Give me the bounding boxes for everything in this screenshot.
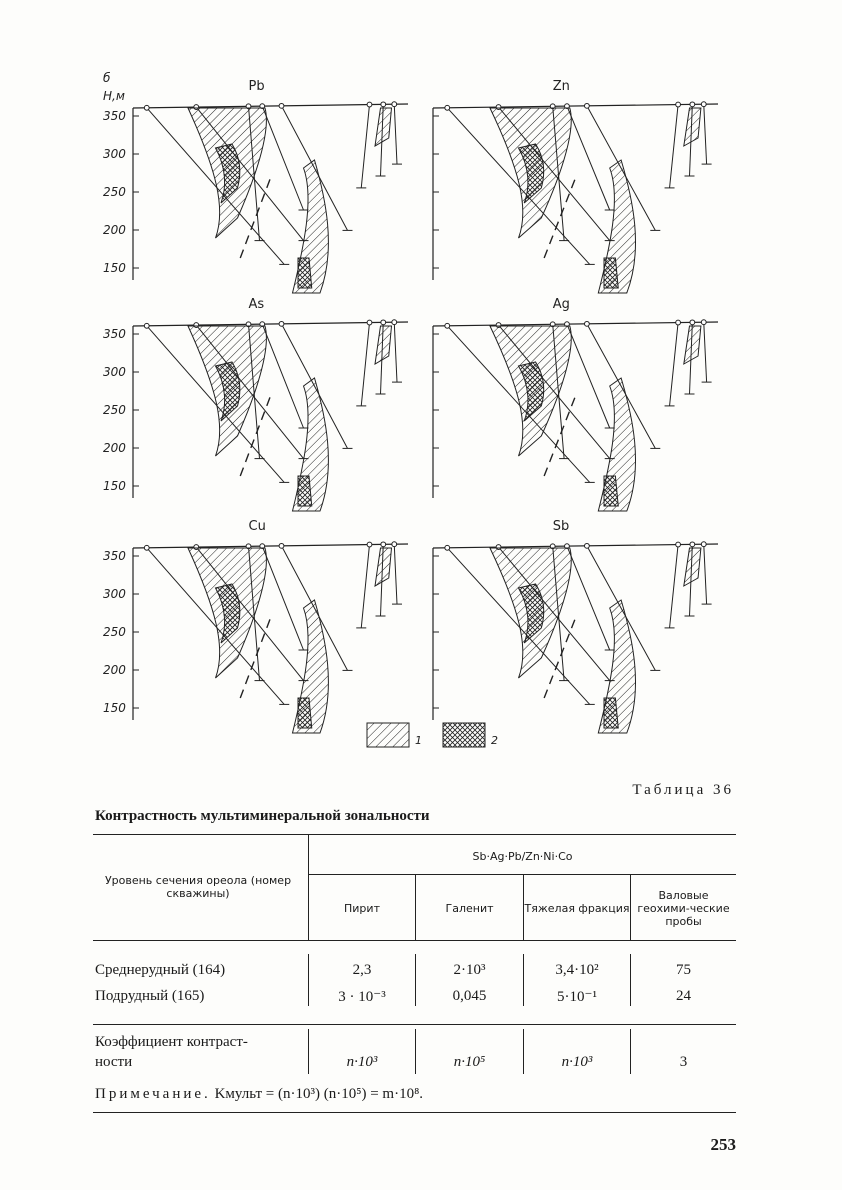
depth-tick-label: 250 — [103, 625, 126, 639]
panel-pb — [103, 79, 408, 293]
coefficient-label-line2: ности — [95, 1054, 133, 1070]
table-number: Таблица 36 — [632, 782, 734, 798]
depth-tick-label: 150 — [103, 479, 126, 493]
group-header: Sb·Ag·Pb/Zn·Ni·Co — [472, 849, 573, 863]
depth-tick-label: 150 — [103, 701, 126, 715]
panel-ag — [433, 297, 718, 511]
depth-tick-label: 350 — [103, 327, 126, 341]
depth-tick-label: 350 — [103, 109, 126, 123]
table-cell: 24 — [676, 987, 691, 1004]
table-cell: 2·10³ — [453, 961, 486, 978]
col-header-heavy-fraction: Тяжелая фракция — [524, 901, 630, 915]
geochemical-section-figure — [95, 60, 755, 760]
table-cell: 0,045 — [452, 987, 487, 1004]
depth-tick-label: 200 — [103, 223, 126, 237]
panel-title: Zn — [552, 79, 570, 94]
contrast-table — [93, 834, 736, 1084]
legend-swatch-hatch — [367, 723, 409, 747]
table-cell: 3,4·10² — [555, 961, 599, 978]
legend-label-2: 2 — [491, 734, 498, 747]
panel-title: Sb — [552, 519, 570, 534]
panel-title: Ag — [552, 297, 570, 312]
row-header: Уровень сечения ореола (номер скважины) — [104, 874, 292, 900]
legend — [367, 723, 498, 747]
depth-tick-label: 200 — [103, 441, 126, 455]
note-text: Kмульт = (n·10³) (n·10⁵) = m·10⁸. — [214, 1086, 424, 1102]
table-cell: n·10³ — [561, 1053, 593, 1070]
panel-title: Cu — [248, 519, 266, 534]
panel-cu — [103, 519, 408, 733]
table-top-rule — [93, 834, 736, 835]
bottom-rule — [93, 1112, 736, 1113]
row-label: Подрудный (165) — [95, 988, 205, 1004]
group-header-rule — [308, 874, 736, 875]
legend-swatch-crosshatch — [443, 723, 485, 747]
panel-title: As — [248, 297, 265, 312]
depth-tick-label: 300 — [103, 147, 126, 161]
coefficient-label-line1: Коэффициент контраст- — [95, 1034, 248, 1050]
table-cell: 3 · 10⁻³ — [338, 988, 386, 1005]
panel-sb — [433, 519, 718, 733]
legend-label-1: 1 — [415, 734, 422, 747]
table-cell: n·10⁵ — [453, 1053, 486, 1070]
table-cell: 75 — [676, 961, 691, 978]
row-label: Среднерудный (164) — [95, 962, 226, 978]
table-note — [95, 1086, 423, 1103]
depth-axis-label: H,м — [103, 89, 125, 103]
table-title: Контрастность мультиминеральной зональности — [95, 808, 430, 824]
depth-tick-label: 250 — [103, 403, 126, 417]
depth-tick-label: 350 — [103, 549, 126, 563]
body-rule — [93, 1024, 736, 1025]
header-bottom-rule — [93, 940, 736, 941]
depth-tick-label: 250 — [103, 185, 126, 199]
depth-tick-label: 300 — [103, 365, 126, 379]
depth-tick-label: 200 — [103, 663, 126, 677]
col-header-galena: Галенит — [445, 901, 494, 915]
depth-tick-label: 300 — [103, 587, 126, 601]
panel-title: Pb — [248, 79, 265, 94]
panel-as — [103, 297, 408, 511]
col-header-bulk-samples: Валовые геохими-ческие пробы — [637, 888, 730, 928]
depth-tick-label: 150 — [103, 261, 126, 275]
table-cell: 2,3 — [352, 961, 372, 978]
page-number: 253 — [710, 1135, 736, 1154]
figure-label: б — [103, 71, 111, 85]
table-cell: 5·10⁻¹ — [557, 988, 597, 1005]
col-header-pyrite: Пирит — [344, 901, 380, 915]
table-cell: 3 — [679, 1053, 688, 1070]
note-prefix: Примечание. — [95, 1086, 211, 1102]
panel-zn — [433, 79, 718, 293]
table-cell: n·10³ — [346, 1053, 378, 1070]
